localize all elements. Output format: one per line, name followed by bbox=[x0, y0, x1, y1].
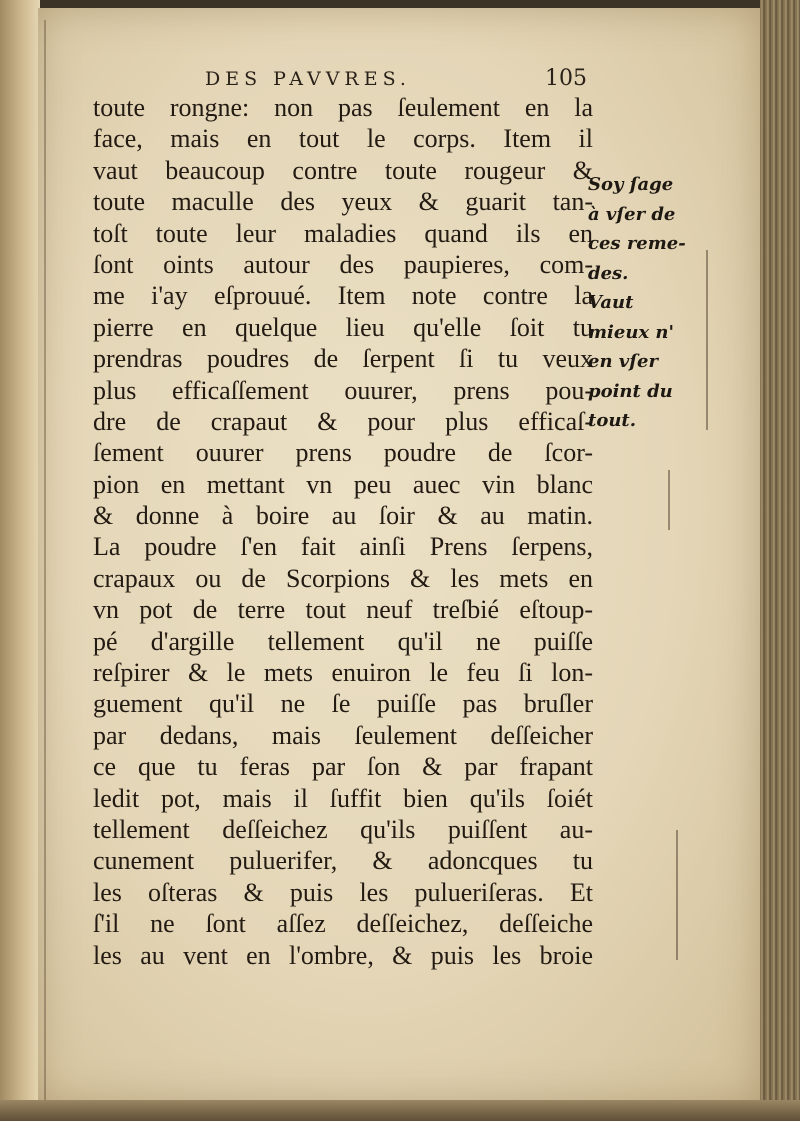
text-line: ſont oints autour des paupieres, com- bbox=[93, 249, 593, 279]
text-line: ſ'il ne ſont aſſez deſſeichez, deſſeiche bbox=[93, 909, 593, 939]
page-number: 105 bbox=[545, 66, 587, 91]
text-line: tellement deſſeichez qu'ils puiſſent au- bbox=[93, 814, 593, 844]
text-line: vaut beaucoup contre toute rougeur & bbox=[93, 155, 593, 185]
margin-ink-stroke bbox=[676, 830, 678, 960]
text-line: pion en mettant vn peu auec vin blanc bbox=[93, 469, 593, 499]
margin-note-line: à vſer de bbox=[588, 203, 676, 225]
text-line: ce que tu feras par ſon & par frapant bbox=[93, 752, 593, 782]
margin-note bbox=[588, 170, 708, 436]
margin-note-line: Soy ſage bbox=[588, 174, 674, 195]
text-line: La poudre ſ'en fait ainſi Prens ſerpens, bbox=[93, 532, 593, 562]
text-line: guement qu'il ne ſe puiſſe pas bruſler bbox=[93, 689, 593, 719]
gutter-shadow bbox=[44, 20, 46, 1100]
margin-note-line: des. bbox=[588, 262, 629, 284]
text-line: me i'ay eſprouué. Item note contre la bbox=[93, 281, 593, 311]
margin-ink-stroke bbox=[668, 470, 670, 530]
text-line: cunement puluerifer, & adoncques tu bbox=[93, 846, 593, 876]
text-line: dre de crapaut & pour plus efficaſ- bbox=[93, 406, 593, 436]
margin-note-line: mieux n' bbox=[588, 321, 675, 343]
body-text bbox=[93, 92, 593, 971]
text-line: toute maculle des yeux & guarit tan- bbox=[93, 187, 593, 217]
margin-note-line: en vſer bbox=[588, 351, 658, 372]
text-line: par dedans, mais ſeulement deſſeicher bbox=[93, 720, 593, 750]
facing-page-edge bbox=[0, 0, 40, 1121]
text-line: ſement ouurer prens poudre de ſcor- bbox=[93, 438, 593, 468]
margin-note-line: point du bbox=[588, 380, 673, 402]
text-line: les au vent en l'ombre, & puis les broie bbox=[93, 940, 593, 970]
text-line: prendras poudres de ſerpent ſi tu veux bbox=[93, 344, 593, 374]
bottom-page-edge bbox=[0, 1100, 800, 1121]
margin-note-line: ces reme- bbox=[588, 233, 686, 254]
text-line: crapaux ou de Scorpions & les mets en bbox=[93, 563, 593, 593]
text-line: & donne à boire au ſoir & au matin. bbox=[93, 501, 593, 531]
running-head: DES PAVVRES. bbox=[205, 68, 411, 90]
text-line: plus efficaſſement ouurer, prens pou- bbox=[93, 375, 593, 405]
text-line: toſt toute leur maladies quand ils en bbox=[93, 218, 593, 248]
text-line: reſpirer & le mets enuiron le feu ſi lon- bbox=[93, 658, 593, 688]
text-line: pé d'argille tellement qu'il ne puiſſe bbox=[93, 626, 593, 656]
page-edges-stack bbox=[760, 0, 800, 1121]
margin-note-line: tout. bbox=[588, 410, 636, 431]
text-line: vn pot de terre tout neuf treſbié eſtoup- bbox=[93, 595, 593, 625]
text-line: face, mais en tout le corps. Item il bbox=[93, 124, 593, 154]
text-line: ledit pot, mais il ſuffit bien qu'ils ſoiét bbox=[93, 783, 593, 813]
text-line: pierre en quelque lieu qu'elle ſoit tu bbox=[93, 312, 593, 342]
margin-note-line: Vaut bbox=[588, 292, 634, 313]
text-line: les oſteras & puis les pulueriſeras. Et bbox=[93, 877, 593, 907]
text-line: toute rongne: non pas ſeulement en la bbox=[93, 93, 593, 122]
